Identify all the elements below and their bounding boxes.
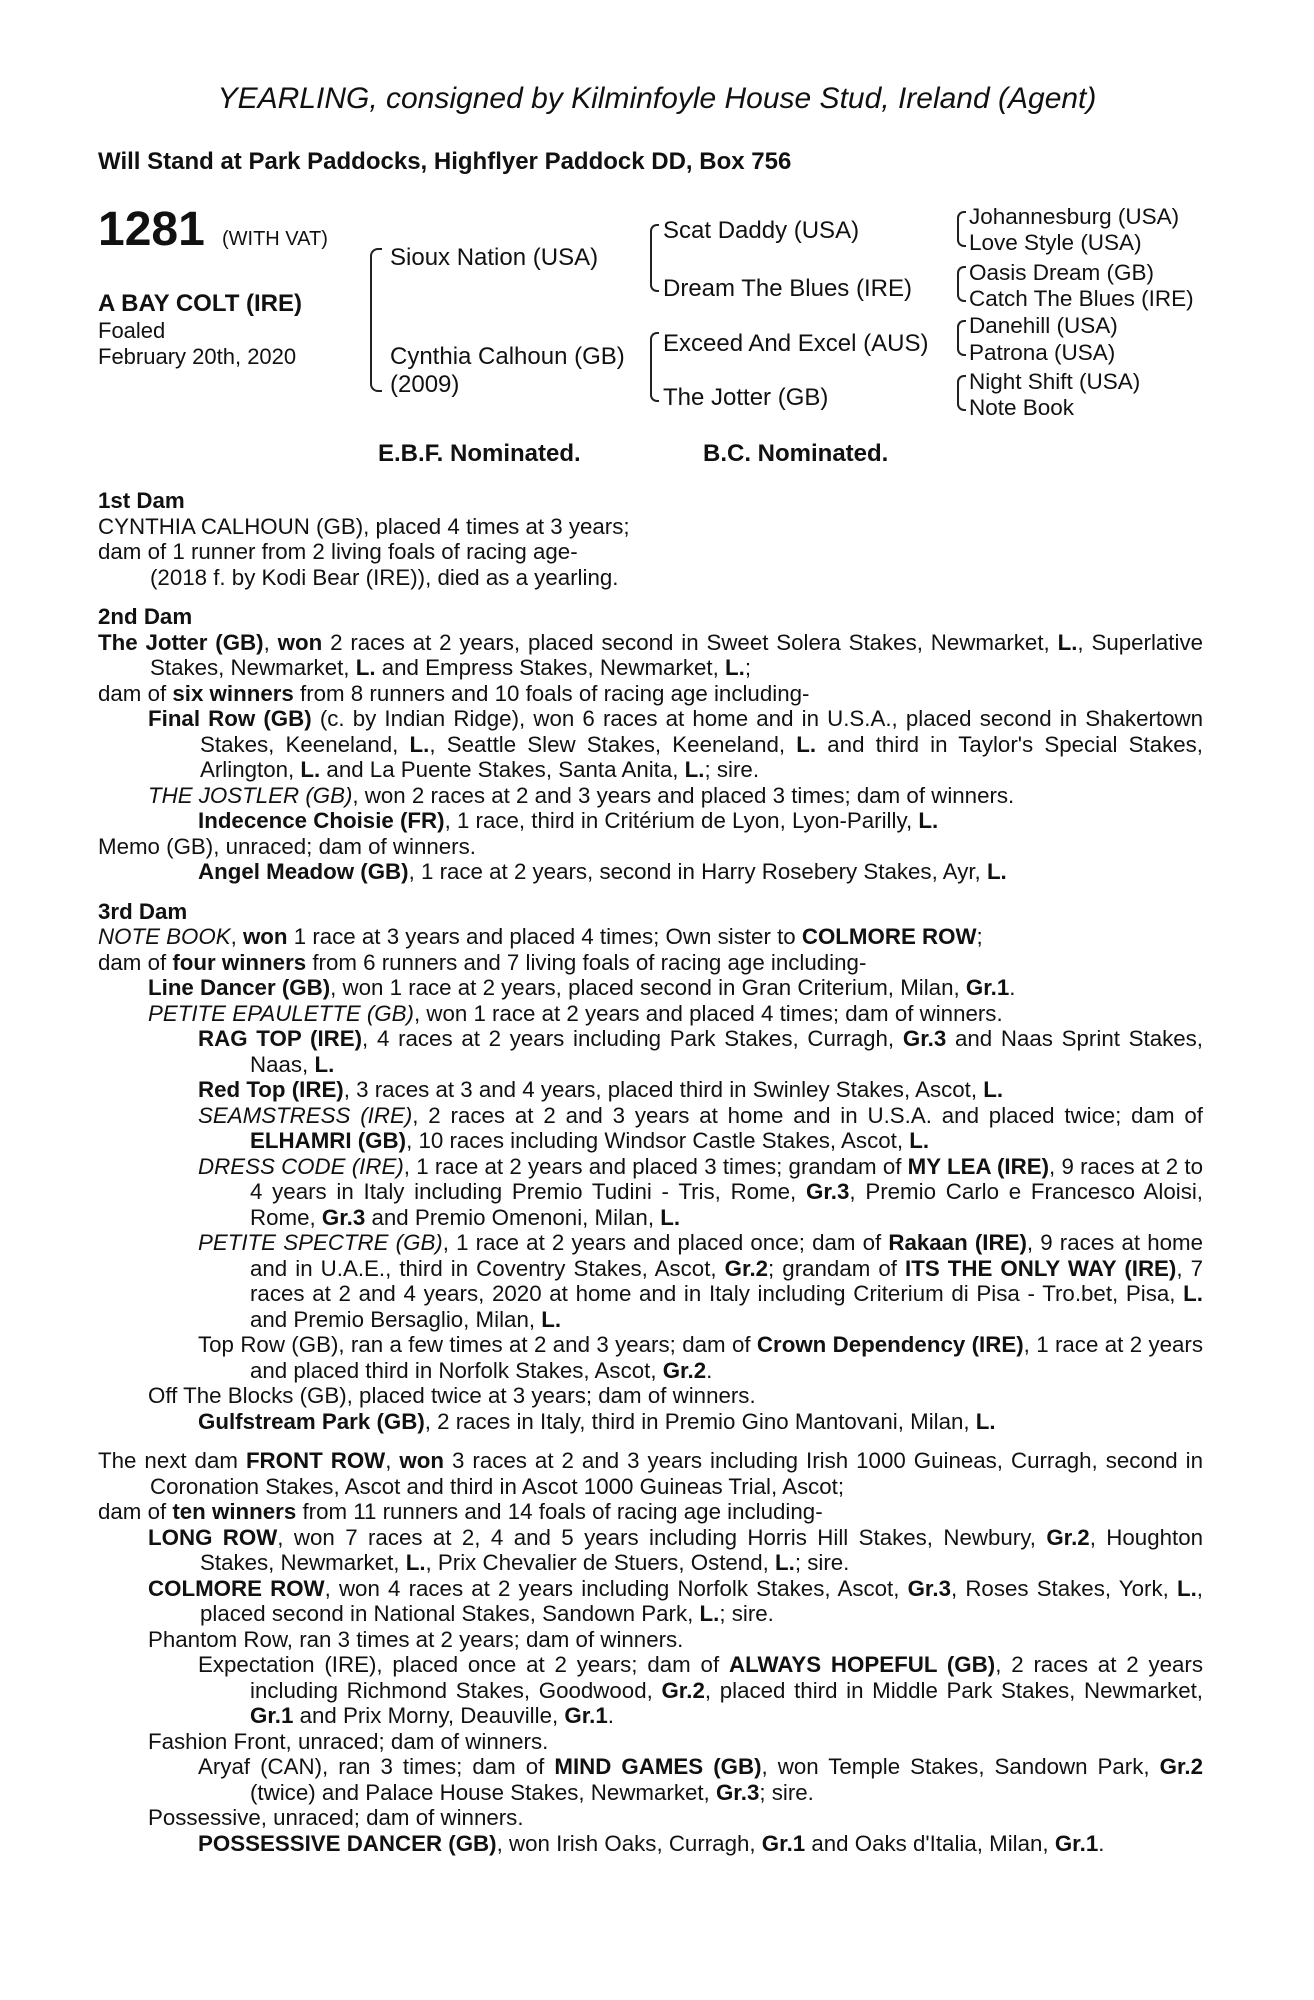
pedigree-sire-sire: Scat Daddy (USA) bbox=[663, 217, 860, 244]
catalogue-body bbox=[98, 488, 1203, 1856]
pedigree-g3-2: Love Style (USA) bbox=[969, 230, 1142, 255]
bc-nomination: B.C. Nominated. bbox=[703, 440, 889, 467]
third-dam-produce: dam of four winners from 6 runners and 7 living foals of racing age including- bbox=[98, 949, 867, 975]
next-dam-entry: The next dam FRONT ROW, won 3 races at 2 and 3 years including Irish 1000 Guineas, Curragh, second in Coronation Stakes, Ascot and third in Ascot 1000 Guineas Trial, Ascot; bbox=[98, 1448, 1203, 1499]
stand-location: Will Stand at Park Paddocks, Highflyer Paddock DD, Box 756 bbox=[98, 148, 792, 175]
produce-entry: Phantom Row, ran 3 times at 2 years; dam of winners. bbox=[148, 1626, 684, 1652]
pedigree-brace-sire bbox=[650, 224, 659, 292]
produce-entry: RAG TOP (IRE), 4 races at 2 years including Park Stakes, Curragh, Gr.3 and Naas Sprint Stakes, Naas, L. bbox=[198, 1026, 1203, 1077]
pedigree-brace-g1 bbox=[957, 211, 966, 247]
pedigree-brace-dam bbox=[650, 332, 659, 402]
produce-entry: Line Dancer (GB), won 1 race at 2 years, placed second in Gran Criterium, Milan, Gr.1. bbox=[148, 975, 1016, 1000]
produce-entry: Off The Blocks (GB), placed twice at 3 years; dam of winners. bbox=[148, 1383, 756, 1408]
next-dam-produce: dam of ten winners from 11 runners and 14 foals of racing age including- bbox=[98, 1499, 823, 1524]
pedigree-brace-g4 bbox=[957, 375, 966, 411]
lot-description: A BAY COLT (IRE) bbox=[98, 290, 303, 317]
second-dam-heading: 2nd Dam bbox=[98, 604, 193, 629]
produce-entry: POSSESSIVE DANCER (GB), won Irish Oaks, Curragh, Gr.1 and Oaks d'Italia, Milan, Gr.1. bbox=[198, 1830, 1105, 1856]
pedigree-dam-sire: Exceed And Excel (AUS) bbox=[663, 330, 929, 357]
foaled-date: February 20th, 2020 bbox=[98, 344, 297, 369]
pedigree-g3-3: Oasis Dream (GB) bbox=[969, 260, 1155, 285]
pedigree-g3-8: Note Book bbox=[969, 395, 1075, 420]
pedigree-brace-g3 bbox=[957, 320, 966, 356]
produce-entry: PETITE SPECTRE (GB), 1 race at 2 years and placed once; dam of Rakaan (IRE), 9 races at home and in U.A.E., third in Coventry Stakes, Ascot, Gr.2; grandam of ITS THE ONLY WAY (IRE), 7 races at 2 and 4 years, 2020 at home and in Italy including Criterium di Pisa - Tro.bet, Pisa, L. and Premio Bersaglio, Milan, L. bbox=[198, 1230, 1203, 1332]
pedigree-dam-dam: The Jotter (GB) bbox=[663, 384, 829, 411]
first-dam-line: CYNTHIA CALHOUN (GB), placed 4 times at 3 years; bbox=[98, 513, 630, 539]
produce-entry: PETITE EPAULETTE (GB), won 1 race at 2 years and placed 4 times; dam of winners. bbox=[148, 1000, 1003, 1026]
pedigree-g3-1: Johannesburg (USA) bbox=[969, 204, 1180, 229]
third-dam-heading: 3rd Dam bbox=[98, 898, 188, 924]
pedigree-brace-main bbox=[370, 248, 382, 392]
produce-entry: Final Row (GB) (c. by Indian Ridge), won 6 races at home and in U.S.A., placed second in Shakertown Stakes, Keeneland, L., Seattle Slew Stakes, Keeneland, L. and third in Taylor's Special Stakes, Arlington, L. and La Puente Stakes, Santa Anita, L.; sire. bbox=[148, 706, 1204, 782]
pedigree-g3-4: Catch The Blues (IRE) bbox=[969, 286, 1194, 311]
second-dam-produce: dam of six winners from 8 runners and 10 foals of racing age including- bbox=[98, 680, 810, 706]
produce-entry: Top Row (GB), ran a few times at 2 and 3 years; dam of Crown Dependency (IRE), 1 race at 2 years and placed third in Norfolk Stakes, Ascot, Gr.2. bbox=[198, 1332, 1203, 1383]
pedigree-brace-g2 bbox=[957, 266, 966, 302]
first-dam-line: dam of 1 runner from 2 living foals of racing age- bbox=[98, 539, 578, 564]
first-dam-heading: 1st Dam bbox=[98, 488, 185, 513]
pedigree-dam: Cynthia Calhoun (GB) bbox=[390, 343, 625, 370]
produce-entry: SEAMSTRESS (IRE), 2 races at 2 and 3 years at home and in U.S.A. and placed twice; dam of ELHAMRI (GB), 10 races including Windsor Castle Stakes, Ascot, L. bbox=[198, 1102, 1203, 1153]
lot-number: 1281 bbox=[98, 203, 205, 256]
pedigree-sire-dam: Dream The Blues (IRE) bbox=[663, 275, 912, 302]
produce-entry: Indecence Choisie (FR), 1 race, third in Critérium de Lyon, Lyon-Parilly, L. bbox=[198, 808, 939, 833]
produce-entry: Fashion Front, unraced; dam of winners. bbox=[148, 1728, 549, 1754]
produce-entry: Red Top (IRE), 3 races at 3 and 4 years, placed third in Swinley Stakes, Ascot, L. bbox=[198, 1077, 1004, 1102]
produce-entry: DRESS CODE (IRE), 1 race at 2 years and placed 3 times; grandam of MY LEA (IRE), 9 races at 2 to 4 years in Italy including Premio Tudini - Tris, Rome, Gr.3, Premio Carlo e Francesco Aloisi, Rome, Gr.3 and Premio Omenoni, Milan, L. bbox=[198, 1153, 1203, 1230]
produce-entry: THE JOSTLER (GB), won 2 races at 2 and 3 years and placed 3 times; dam of winners. bbox=[148, 782, 1015, 808]
vat-note: (WITH VAT) bbox=[222, 228, 328, 250]
produce-entry: Possessive, unraced; dam of winners. bbox=[148, 1805, 524, 1830]
produce-entry: COLMORE ROW, won 4 races at 2 years including Norfolk Stakes, Ascot, Gr.3, Roses Stakes, York, L., placed second in National Stakes, Sandown Park, L.; sire. bbox=[148, 1575, 1203, 1626]
foaled-label: Foaled bbox=[98, 318, 166, 343]
pedigree-sire: Sioux Nation (USA) bbox=[390, 244, 599, 271]
pedigree-g3-6: Patrona (USA) bbox=[969, 340, 1116, 365]
page-title: YEARLING, consigned by Kilminfoyle House Stud, Ireland (Agent) bbox=[217, 82, 1097, 115]
produce-entry: LONG ROW, won 7 races at 2, 4 and 5 years including Horris Hill Stakes, Newbury, Gr.2, Houghton Stakes, Newmarket, L., Prix Chevalier de Stuers, Ostend, L.; sire. bbox=[148, 1524, 1203, 1575]
produce-entry: Aryaf (CAN), ran 3 times; dam of MIND GAMES (GB), won Temple Stakes, Sandown Park, Gr.2 (twice) and Palace House Stakes, Newmarket, Gr.3; sire. bbox=[198, 1754, 1203, 1805]
ebf-nomination: E.B.F. Nominated. bbox=[378, 440, 581, 467]
second-dam-entry: The Jotter (GB), won 2 races at 2 years, placed second in Sweet Solera Stakes, Newmarket, L., Superlative Stakes, Newmarket, L. and Empress Stakes, Newmarket, L.; bbox=[98, 629, 1203, 680]
produce-entry: Expectation (IRE), placed once at 2 years; dam of ALWAYS HOPEFUL (GB), 2 races at 2 years including Richmond Stakes, Goodwood, Gr.2, placed third in Middle Park Stakes, Newmarket, Gr.1 and Prix Morny, Deauville, Gr.1. bbox=[198, 1652, 1203, 1728]
pedigree-g3-5: Danehill (USA) bbox=[969, 313, 1118, 338]
produce-entry: Angel Meadow (GB), 1 race at 2 years, second in Harry Rosebery Stakes, Ayr, L. bbox=[198, 859, 1007, 884]
third-dam-entry: NOTE BOOK, won 1 race at 3 years and placed 4 times; Own sister to COLMORE ROW; bbox=[98, 924, 983, 949]
pedigree-g3-7: Night Shift (USA) bbox=[969, 369, 1141, 394]
produce-entry: Gulfstream Park (GB), 2 races in Italy, third in Premio Gino Mantovani, Milan, L. bbox=[198, 1408, 996, 1434]
first-dam-line: (2018 f. by Kodi Bear (IRE)), died as a yearling. bbox=[150, 564, 619, 590]
produce-entry: Memo (GB), unraced; dam of winners. bbox=[98, 833, 476, 859]
pedigree-dam-year: (2009) bbox=[390, 371, 460, 398]
